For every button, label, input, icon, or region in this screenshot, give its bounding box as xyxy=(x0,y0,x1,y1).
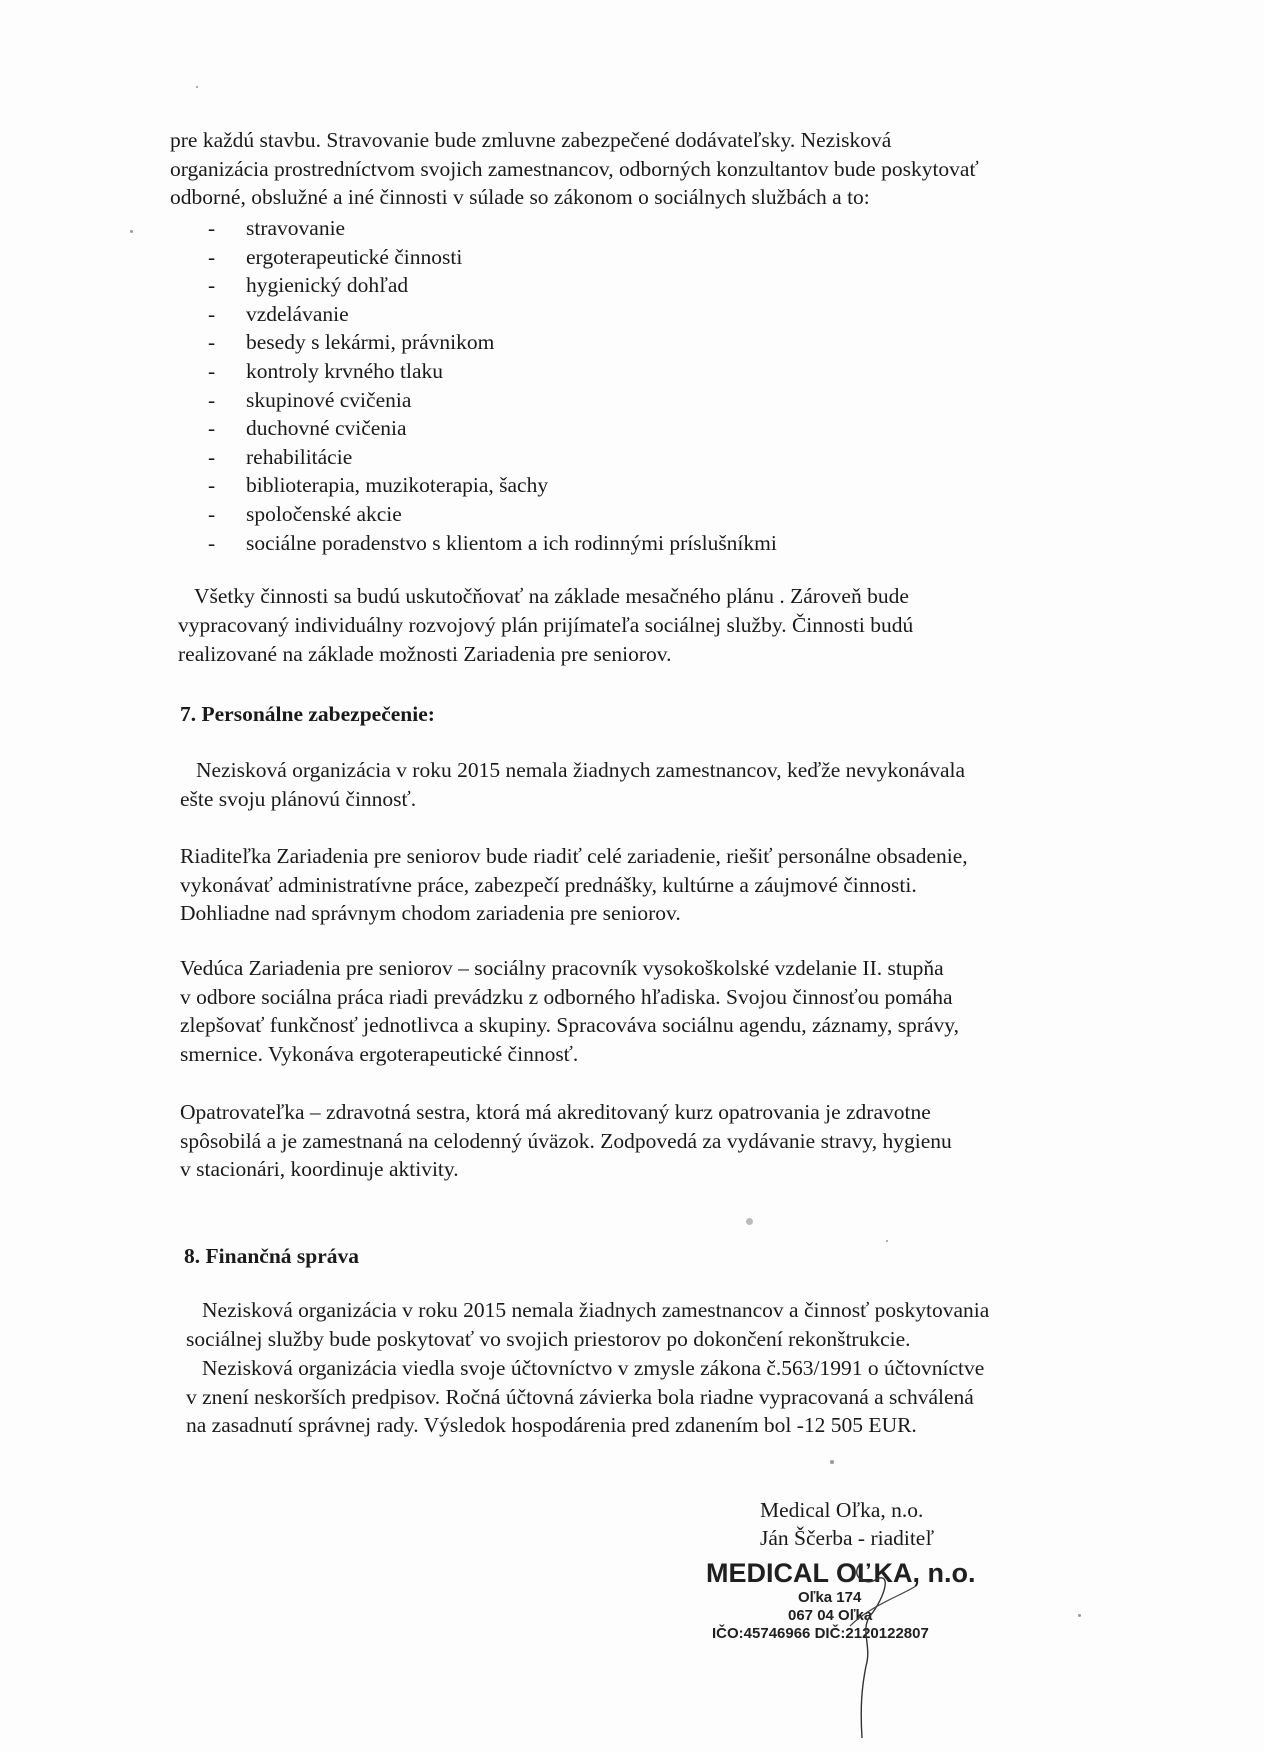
list-item: - besedy s lekármi, právnikom xyxy=(208,328,777,357)
list-item: - spoločenské akcie xyxy=(208,500,777,529)
scan-speck xyxy=(130,230,133,233)
intro-line-1: pre každú stavbu. Stravovanie bude zmluvne zabezpečené dodávateľsky. Nezisková xyxy=(170,128,892,152)
list-item: - ergoterapeutické činnosti xyxy=(208,243,777,272)
plan-paragraph xyxy=(178,582,913,669)
section-7-paragraph-3 xyxy=(180,954,959,1068)
s7p2-line-3: Dohliadne nad správnym chodom zariadenia pre seniorov. xyxy=(180,901,681,925)
list-item: - kontroly krvného tlaku xyxy=(208,357,777,386)
scan-speck xyxy=(886,1240,888,1242)
list-item: - skupinové cvičenia xyxy=(208,386,777,415)
activities-list xyxy=(208,214,777,557)
stamp-address-1: Oľka 174 xyxy=(798,1589,862,1606)
s8p2-line-1: Nezisková organizácia viedla svoje účtovníctvo v zmysle zákona č.563/1991 o účtovníctve xyxy=(202,1356,985,1380)
plan-line-3: realizované na základe možnosti Zariadenia pre seniorov. xyxy=(178,642,672,666)
section-7-heading: 7. Personálne zabezpečenie: xyxy=(180,702,435,726)
plan-line-1: Všetky činnosti sa budú uskutočňovať na základe mesačného plánu . Zároveň bude xyxy=(194,584,909,608)
signature-block xyxy=(760,1496,934,1552)
scan-speck xyxy=(830,1460,834,1464)
s7p3-line-4: smernice. Vykonáva ergoterapeutické činnosť. xyxy=(180,1041,579,1066)
s8p2-line-2: v znení neskorších predpisov. Ročná účtovná závierka bola riadne vypracovaná a schválená xyxy=(186,1384,974,1409)
list-item: - hygienický dohľad xyxy=(208,271,777,300)
s7p4-line-2: spôsobilá a je zamestnaná na celodenný úväzok. Zodpovedá za vydávanie stravy, hygienu xyxy=(180,1128,952,1153)
scan-speck xyxy=(196,86,198,88)
s8p1-line-2: sociálnej služby bude poskytovať vo svojich priestorov po dokončení rekonštrukcie. xyxy=(186,1326,911,1351)
s7p4-line-3: v stacionári, koordinuje aktivity. xyxy=(180,1157,459,1181)
s7p1-line-2: ešte svoju plánovú činnosť. xyxy=(180,786,417,811)
list-item: - biblioterapia, muzikoterapia, šachy xyxy=(208,471,777,500)
s7p1-line-1: Nezisková organizácia v roku 2015 nemala žiadnych zamestnancov, keďže nevykonávala xyxy=(196,758,966,782)
section-8-heading: 8. Finančná správa xyxy=(184,1244,360,1268)
list-item: - sociálne poradenstvo s klientom a ich rodinnými príslušníkmi xyxy=(208,529,777,558)
scan-speck xyxy=(746,1218,753,1225)
scan-speck xyxy=(1078,1614,1081,1617)
stamp-ids: IČO:45746966 DIČ:2120122807 xyxy=(712,1625,929,1642)
section-7-paragraph-2 xyxy=(180,842,968,928)
signature-organization: Medical Oľka, n.o. xyxy=(760,1498,924,1522)
intro-line-3: odborné, obslužné a iné činnosti v súlade so zákonom o sociálnych službách a to: xyxy=(170,185,870,209)
list-item: - stravovanie xyxy=(208,214,777,243)
s7p4-line-1: Opatrovateľka – zdravotná sestra, ktorá má akreditovaný kurz opatrovania je zdravotne xyxy=(180,1100,931,1124)
s7p2-line-2: vykonávať administratívne práce, zabezpečí prednášky, kultúrne a záujmové činnosti. xyxy=(180,872,917,897)
stamp-name: MEDICAL OĽKA, n.o. xyxy=(706,1558,976,1588)
plan-line-2: vypracovaný individuálny rozvojový plán prijímateľa sociálnej služby. Činnosti budú xyxy=(178,613,914,637)
intro-paragraph xyxy=(170,126,979,212)
handwritten-signature-icon xyxy=(820,1556,940,1746)
intro-line-2: organizácia prostredníctvom svojich zamestnancov, odborných konzultantov bude poskytovať xyxy=(170,156,979,181)
s7p3-line-1: Vedúca Zariadenia pre seniorov – sociálny pracovník vysokoškolské vzdelanie II. stupňa xyxy=(180,956,944,980)
section-7-paragraph-1 xyxy=(180,756,965,813)
list-item: - vzdelávanie xyxy=(208,300,777,329)
s8p2-line-3: na zasadnutí správnej rady. Výsledok hospodárenia pred zdanením bol -12 505 EUR. xyxy=(186,1413,917,1437)
list-item: - duchovné cvičenia xyxy=(208,414,777,443)
stamp-address-2: 067 04 Oľka xyxy=(788,1607,873,1624)
list-item: - rehabilitácie xyxy=(208,443,777,472)
s7p2-line-1: Riaditeľka Zariadenia pre seniorov bude riadiť celé zariadenie, riešiť personálne obsadenie, xyxy=(180,844,968,868)
section-8-paragraph-2 xyxy=(186,1354,984,1440)
s7p3-line-2: v odbore sociálna práca riadi prevádzku z odborného hľadiska. Svojou činnosťou pomáha xyxy=(180,984,953,1009)
signature-person: Ján Ščerba - riaditeľ xyxy=(760,1526,935,1550)
section-7-paragraph-4 xyxy=(180,1098,952,1184)
section-8-paragraph-1 xyxy=(186,1296,989,1353)
s7p3-line-3: zlepšovať funkčnosť jednotlivca a skupiny. Spracováva sociálnu agendu, záznamy, správy, xyxy=(180,1013,959,1037)
s8p1-line-1: Nezisková organizácia v roku 2015 nemala žiadnych zamestnancov a činnosť poskytovania xyxy=(202,1298,990,1322)
